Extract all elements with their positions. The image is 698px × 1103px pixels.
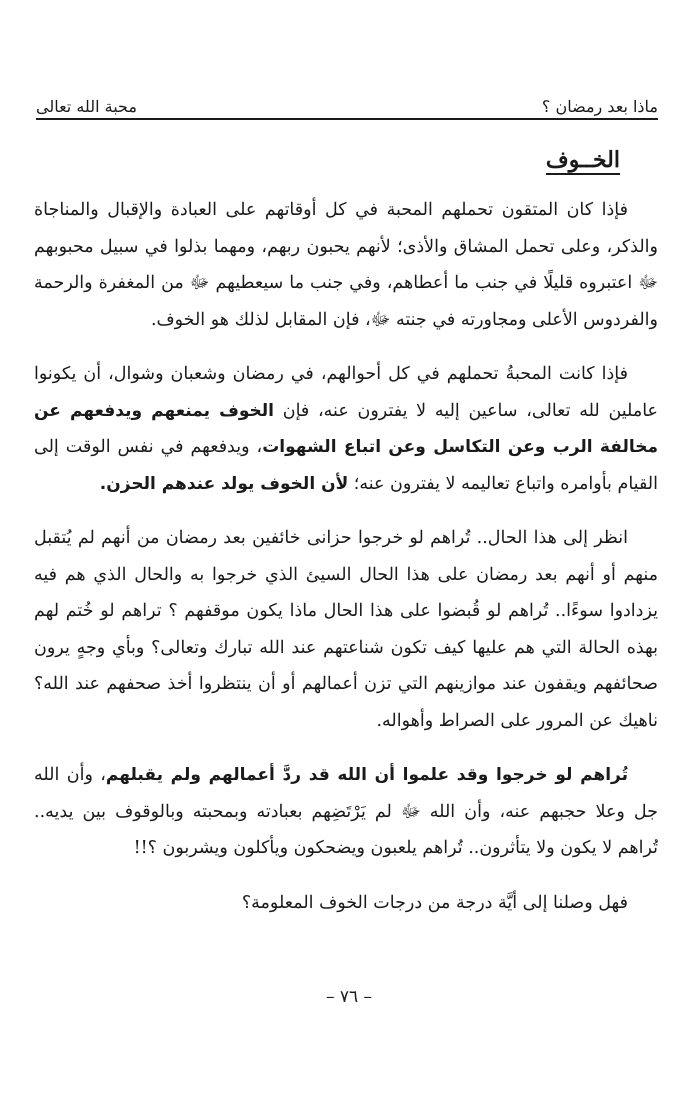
text-segment: فإذا كان المتقون تحملهم المحبة في كل أوقاتهم على العبادة والإقبال والمناجاة والذكر، وعلى تحمل المشاق والأذى؛ لأنهم يحبون ربهم، ومهما بذلوا في سبيل محبوبهم ﷻ اعتبروه قليلًا في جنب ما أعطاهم، وفي جنب ما سيعطيهم ﷻ من المغفرة والرحمة والفردوس الأعلى ومجاورته في جنته ﷻ، فإن المقابل لذلك هو الخوف. bbox=[34, 200, 658, 330]
paragraph bbox=[34, 757, 658, 867]
header-divider bbox=[36, 118, 658, 120]
header-chapter-title: محبة الله تعالى bbox=[36, 97, 137, 116]
bold-text-segment: تُراهم لو خرجوا وقد علموا أن الله قد ردَّ أعمالهم ولم يقبلهم bbox=[105, 765, 628, 785]
section-title: الخــوف bbox=[545, 147, 620, 173]
paragraph bbox=[34, 520, 658, 739]
running-header bbox=[36, 88, 658, 116]
bold-text-segment: لأن الخوف يولد عندهم الحزن. bbox=[99, 473, 349, 494]
text-segment: فإذا كانت المحبةُ تحملهم في كل أحوالهم، في رمضان وشعبان وشوال، أن يكونوا عاملين لله تعالى، ساعين إليه لا يفترون عنه، فإن bbox=[34, 364, 658, 421]
paragraph bbox=[34, 192, 658, 338]
text-segment: انظر إلى هذا الحال.. تُراهم لو خرجوا حزانى خائفين بعد رمضان من أنهم لم يُتقبل منهم أو أنهم بعد رمضان على هذا الحال السيئ الذي خرجوا به والحال الذي هم فيه يزدادوا سوءًا.. تُراهم لو قُبضوا على هذا الحال ماذا يكون موقفهم ؟ تراهم لو خُتم لهم بهذه الحالة التي هم عليها كيف تكون شناعتهم عند الله تبارك وتعالى؟ وبأي وجهٍ يرون صحائفهم ويقفون عند موازينهم التي تزن أعمالهم أو أن ينتظروا أخذ صحفهم عند الله؟ ناهيك عن المرور على الصراط وأهواله. bbox=[34, 528, 658, 731]
paragraph bbox=[34, 356, 658, 502]
body-text bbox=[34, 192, 658, 939]
bold-text-segment: الخوف يمنعهم ويدفعهم عن مخالفة الرب وعن التكاسل وعن اتباع الشهوات bbox=[34, 400, 658, 457]
header-book-title: ماذا بعد رمضان ؟ bbox=[541, 97, 658, 116]
text-segment: ، ويدفعهم في نفس الوقت إلى القيام بأوامره واتباع تعاليمه لا يفترون عنه؛ bbox=[34, 437, 658, 494]
text-segment: فهل وصلنا إلى أيَّة درجة من درجات الخوف المعلومة؟ bbox=[241, 892, 628, 913]
paragraph bbox=[34, 885, 658, 922]
page-number: – ٧٦ – bbox=[325, 987, 373, 1007]
text-segment: ، وأن الله جل وعلا حجبهم عنه، وأن الله ﷻ لم يَرْتَضِهم بعبادته وبمحبته وبالوقوف بين يديه.. تُراهم لا يكون ولا يتأثرون.. تُراهم يلعبون ويضحكون ويأكلون ويشربون ؟!! bbox=[34, 765, 658, 858]
